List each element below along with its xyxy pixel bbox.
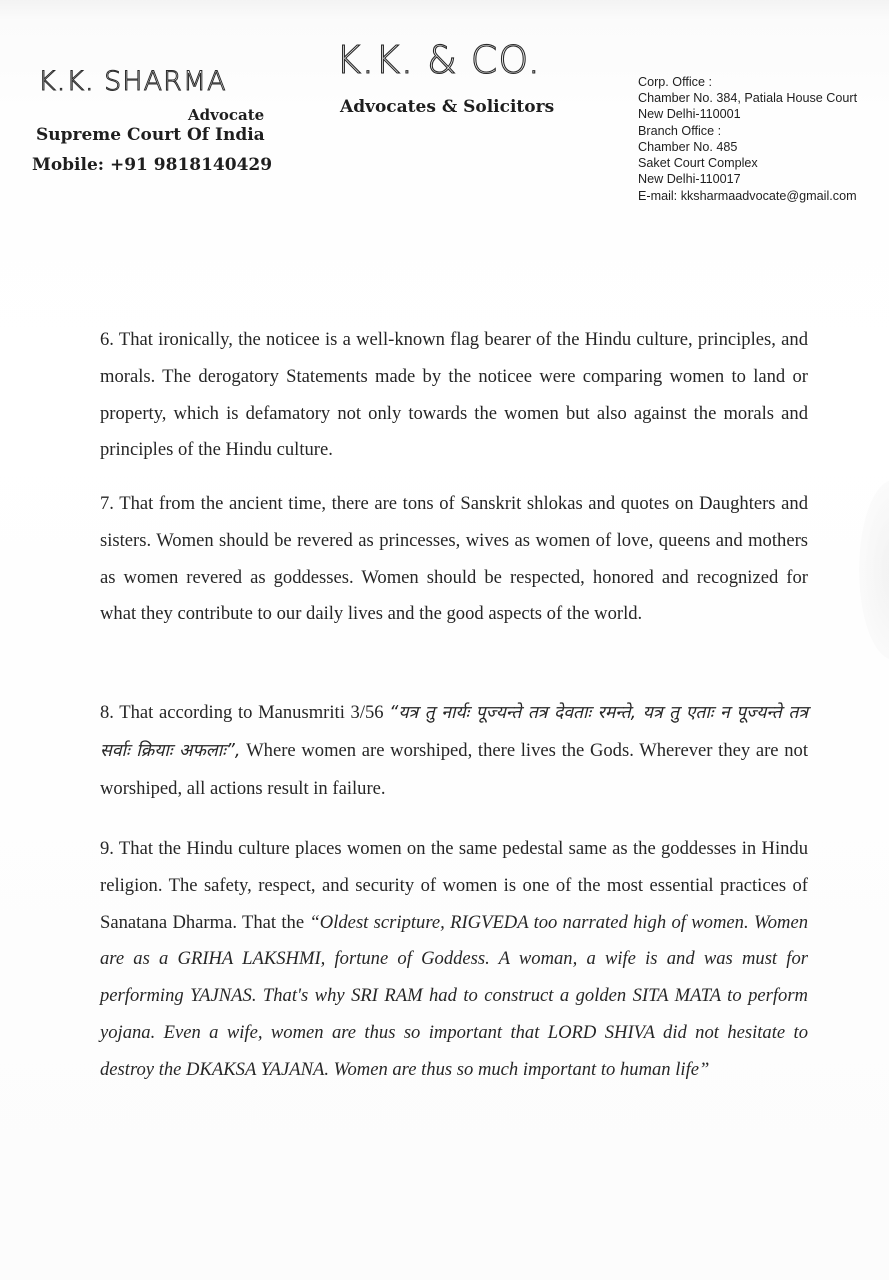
- firm-subtitle: Advocates & Solicitors: [340, 97, 555, 117]
- sanskrit-quote: “यत्र तु नार्यः पूज्यन्ते तत्र देवताः रमन्ते, यत्र तु एताः न पूज्यन्ते तत्र सर्वाः क्रियाः अफलाः”,: [100, 703, 808, 761]
- paragraph-9: [100, 831, 808, 1089]
- branch-office-address-line: New Delhi-110017: [638, 172, 741, 187]
- advocate-title: Advocate: [188, 106, 265, 124]
- paragraph-8-translation: Where women are worshiped, there lives the Gods. Wherever they are not worshiped, all actions result in failure.: [100, 740, 808, 799]
- branch-office-address-line: Chamber No. 485: [638, 139, 738, 154]
- court-name: Supreme Court Of India: [36, 125, 265, 145]
- email-label: E-mail:: [638, 189, 678, 204]
- scripture-quote: “Oldest scripture, RIGVEDA too narrated high of women. Women are as a GRIHA LAKSHMI, fortune of Goddess. A woman, a wife is and was must for performing YAJNAS. That's why SRI RAM had to construct a golden SITA MATA to perform yojana. Even a wife, women are thus so important that LORD SHIVA did not hesitate to destroy the DKAKSA YAJANA. Women are thus so much important to human life”: [100, 911, 808, 1080]
- advocate-name: K.K. SHARMA: [38, 66, 227, 97]
- paragraph-6: 6. That ironically, the noticee is a well-known flag bearer of the Hindu culture, principles, and morals. The derogatory Statements made by the noticee were comparing women to land or property, which is defamatory not only towards the women but also against the morals and principles of the Hindu culture.: [100, 329, 808, 461]
- letterhead-right: [638, 74, 884, 205]
- corp-office-label: Corp. Office :: [638, 75, 712, 89]
- mobile-number: Mobile: +91 9818140429: [32, 155, 273, 175]
- paragraph-7: 7. That from the ancient time, there are tons of Sanskrit shlokas and quotes on Daughters and sisters. Women should be revered as princesses, wives as women of love, queens and mothers as women revered as goddesses. Women should be respected, honored and recognized for what they contribute to our daily lives and the good aspects of the world.: [100, 493, 808, 625]
- firm-name: K.K. & CO.: [336, 38, 541, 82]
- paragraph-8-intro: 8. That according to Manusmriti 3/56: [100, 702, 384, 723]
- branch-office-address-line: Saket Court Complex: [638, 156, 758, 171]
- email-line: [638, 188, 884, 204]
- paragraph-9-intro: 9. That the Hindu culture places women on the same pedestal same as the goddesses in Hindu religion. The safety, respect, and security of women is one of the most essential practices of Sanatana Dharma. That the: [100, 838, 808, 933]
- corp-office-address-line: Chamber No. 384, Patiala House Court: [638, 91, 858, 106]
- email-address: kksharmaadvocate@gmail.com: [680, 189, 857, 204]
- paragraph-8: [100, 694, 808, 808]
- branch-office-label: Branch Office :: [638, 123, 722, 138]
- corp-office-address-line: New Delhi-110001: [638, 107, 741, 122]
- page-edge-shadow: [859, 480, 889, 660]
